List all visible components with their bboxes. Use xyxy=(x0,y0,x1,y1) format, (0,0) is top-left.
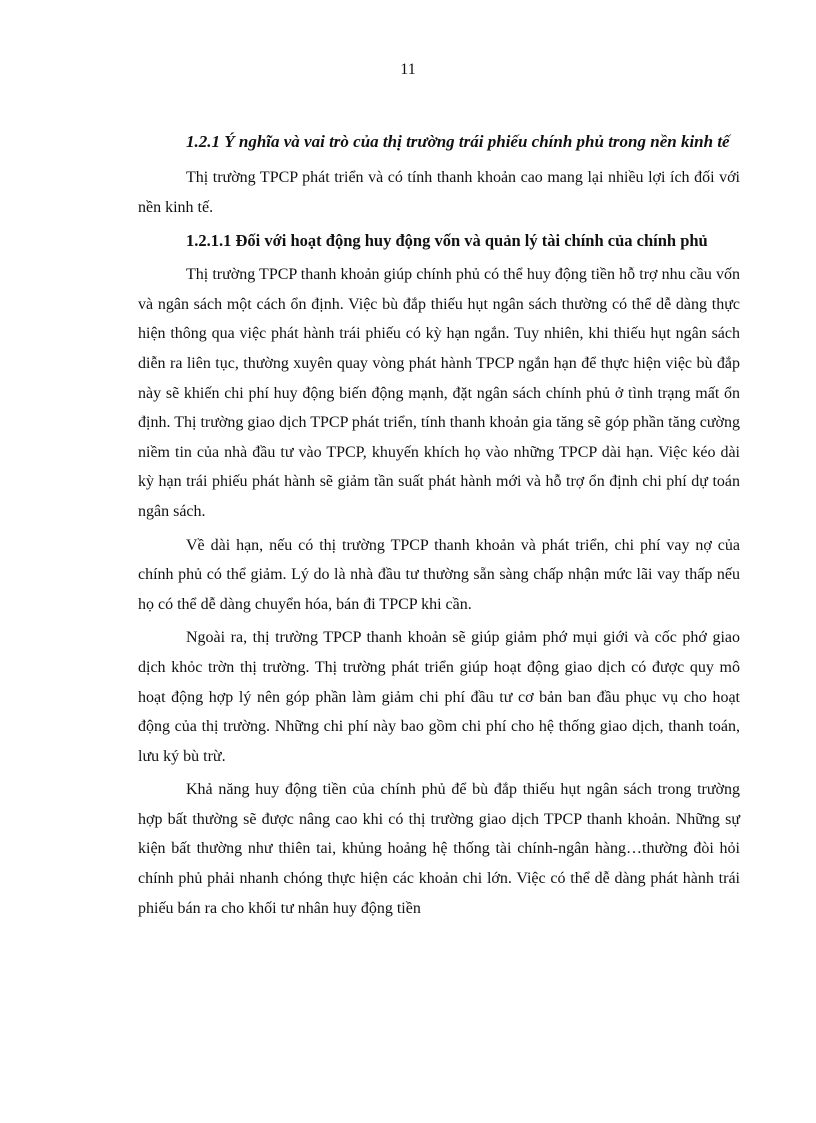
body-paragraph: Thị trường TPCP thanh khoản giúp chính phủ có thể huy động tiền hỗ trợ nhu cầu vốn và ngân sách một cách ổn định. Việc bù đắp thiếu hụt ngân sách thường có thể dễ dàng thực hiện thông qua việc phát hành trái phiếu có kỳ hạn ngắn. Tuy nhiên, khi thiếu hụt ngân sách diễn ra liên tục, thường xuyên quay vòng phát hành TPCP ngắn hạn để thực hiện việc bù đắp này sẽ khiến chi phí huy động biến động mạnh, đặt ngân sách chính phủ ở tình trạng mất ổn định. Thị trường giao dịch TPCP phát triển, tính thanh khoản gia tăng sẽ góp phần tăng cường niềm tin của nhà đầu tư vào TPCP, khuyến khích họ vào những TPCP dài hạn. Việc kéo dài kỳ hạn trái phiếu phát hành sẽ giảm tần suất phát hành mới và hỗ trợ ổn định chi phí dự toán ngân sách. xyxy=(138,266,740,520)
intro-paragraph: Thị trường TPCP phát triển và có tính thanh khoản cao mang lại nhiều lợi ích đối với nền kinh tế. xyxy=(138,169,740,216)
body-paragraph: Khả năng huy động tiền của chính phủ để bù đắp thiếu hụt ngân sách trong trường hợp bất thường sẽ được nâng cao khi có thị trường giao dịch TPCP thanh khoản. Những sự kiện bất thường như thiên tai, khủng hoảng hệ thống tài chính-ngân hàng…thường đòi hỏi chính phủ phải nhanh chóng thực hiện các khoản chi lớn. Việc có thể dễ dàng phát hành trái phiếu bán ra cho khối tư nhân huy động tiền xyxy=(138,781,740,917)
page-number: 11 xyxy=(400,61,416,78)
body-paragraph: Ngoài ra, thị trường TPCP thanh khoản sẽ giúp giảm phớ mụi giới và cốc phớ giao dịch khỏc trờn thị trường. Thị trường phát triển giúp hoạt động giao dịch có được quy mô hoạt động hợp lý nên góp phần làm giảm chi phí đầu tư cơ bản ban đầu phục vụ cho hoạt động của thị trường. Những chi phí này bao gồm chi phí cho hệ thống giao dịch, thanh toán, lưu ký bù trừ. xyxy=(138,629,740,765)
subsection-heading: 1.2.1.1 Đối với hoạt động huy động vốn và quản lý tài chính của chính phủ xyxy=(186,231,708,251)
body-paragraph: Về dài hạn, nếu có thị trường TPCP thanh khoản và phát triển, chi phí vay nợ của chính phủ có thể giảm. Lý do là nhà đầu tư thường sẵn sàng chấp nhận mức lãi vay thấp nếu họ có thể dễ dàng chuyển hóa, bán đi TPCP khi cần. xyxy=(138,536,740,613)
page-content xyxy=(138,126,740,927)
section-heading: 1.2.1 Ý nghĩa và vai trò của thị trường trái phiếu chính phủ trong nền kinh tế xyxy=(186,132,730,151)
